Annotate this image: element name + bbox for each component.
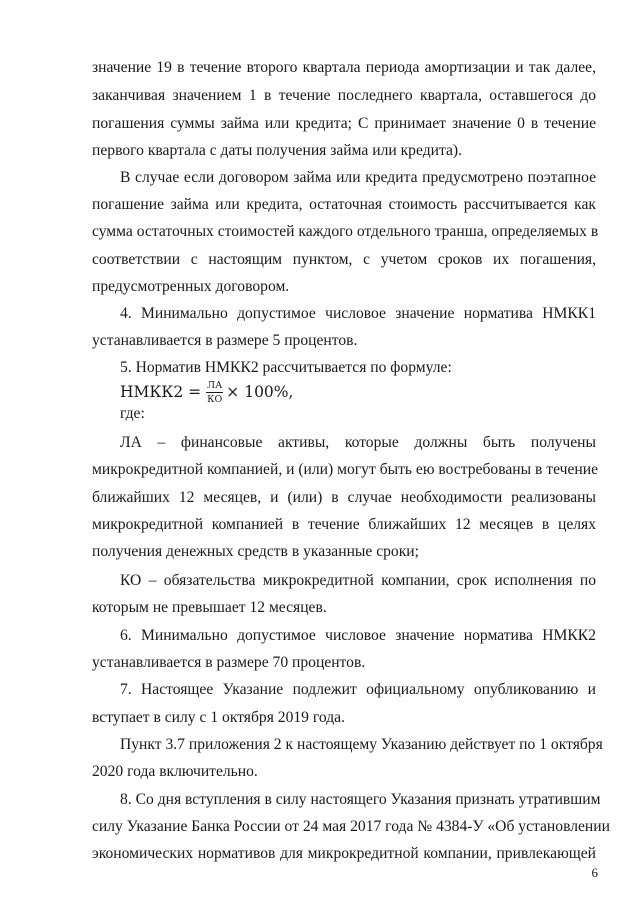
paragraph-first-line: КО – обязательства микрокредитной компании, срок исполнения по bbox=[120, 572, 596, 589]
formula-fraction bbox=[206, 380, 223, 405]
text-line: экономических нормативов для микрокредитной компании, привлекающей bbox=[92, 845, 596, 862]
formula-lhs: НМКК2 = bbox=[120, 383, 202, 401]
paragraph-first-line: ЛА – финансовые активы, которые должны быть получены bbox=[120, 434, 596, 451]
text-line: значение 19 в течение второго квартала периода амортизации и так далее, bbox=[92, 59, 596, 76]
formula-numerator: ЛА bbox=[207, 379, 223, 391]
paragraph-first-line: Пункт 3.7 приложения 2 к настоящему Указанию действует по 1 октября bbox=[120, 736, 603, 753]
text-line: погашения суммы займа или кредита; С принимает значение 0 в течение bbox=[92, 115, 596, 132]
paragraph-first-line: 7. Настоящее Указание подлежит официальному опубликованию и bbox=[120, 681, 596, 698]
text-line: микрокредитной компанией, и (или) могут быть ею востребованы в течение bbox=[92, 461, 598, 478]
paragraph-first-line: 8. Со дня вступления в силу настоящего Указания признать утратившим bbox=[120, 791, 601, 808]
text-line: заканчивая значением 1 в течение последнего квартала, оставшегося до bbox=[92, 87, 596, 104]
text-line: силу Указание Банка России от 24 мая 2017 года № 4384-У «Об установлении bbox=[92, 818, 610, 835]
text-line: вступает в силу с 1 октября 2019 года. bbox=[92, 709, 345, 726]
paragraph-first-line: 5. Норматив НМКК2 рассчитывается по формуле: bbox=[120, 359, 452, 376]
text-line: получения денежных средств в указанные сроки; bbox=[92, 543, 419, 560]
text-line: погашение займа или кредита, остаточная стоимость рассчитывается как bbox=[92, 196, 596, 213]
text-line: которым не превышает 12 месяцев. bbox=[92, 599, 327, 616]
formula-denominator: КО bbox=[207, 393, 223, 405]
text-line: устанавливается в размере 5 процентов. bbox=[92, 332, 358, 349]
text-line: микрокредитной компанией в течение ближайших 12 месяцев в целях bbox=[92, 516, 596, 533]
text-line: сумма остаточных стоимостей каждого отдельного транша, определяемых в bbox=[92, 223, 599, 240]
text-line: соответствии с настоящим пунктом, с учетом сроков их погашения, bbox=[92, 251, 596, 268]
text-line: предусмотренных договором. bbox=[92, 278, 290, 295]
paragraph-first-line: 6. Минимально допустимое числовое значение норматива НМКК2 bbox=[120, 627, 596, 644]
page-number: 6 bbox=[591, 865, 598, 880]
text-line: где: bbox=[120, 405, 145, 422]
text-line: ближайших 12 месяцев, и (или) в случае необходимости реализованы bbox=[92, 489, 596, 506]
text-line: первого квартала с даты получения займа или кредита). bbox=[92, 142, 462, 159]
formula-rhs: × 100%, bbox=[226, 383, 294, 401]
paragraph-first-line: В случае если договором займа или кредита предусмотрено поэтапное bbox=[120, 169, 596, 186]
text-line: 2020 года включительно. bbox=[92, 763, 258, 780]
text-line: устанавливается в размере 70 процентов. bbox=[92, 654, 366, 671]
paragraph-first-line: 4. Минимально допустимое числовое значение норматива НМКК1 bbox=[120, 305, 596, 322]
